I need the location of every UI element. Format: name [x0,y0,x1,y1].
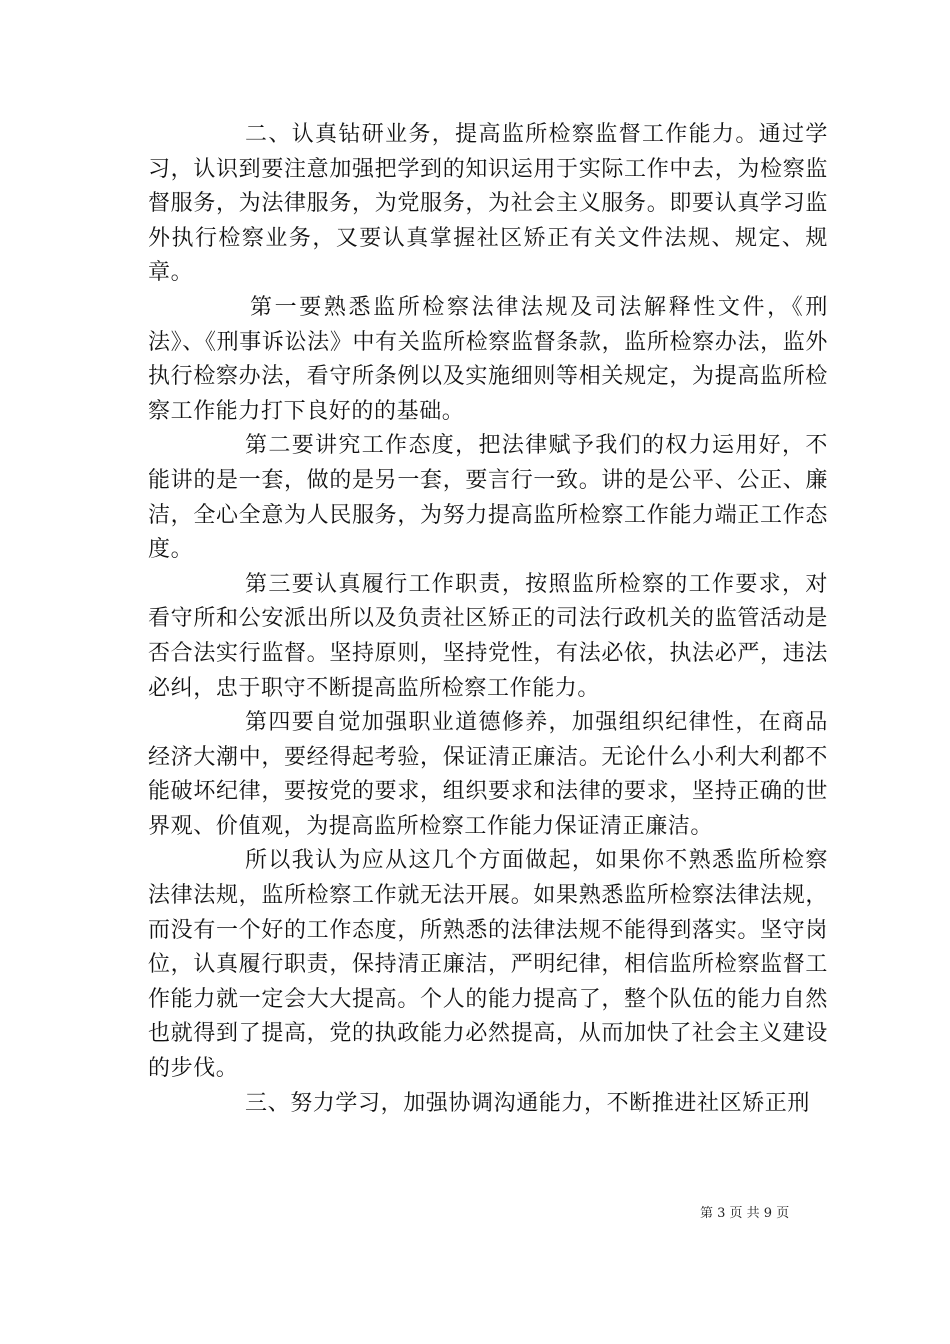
paragraph-conclusion: 所以我认为应从这几个方面做起，如果你不熟悉监所检察法律法规，监所检察工作就无法开展。如果熟悉监所检察法律法规，而没有一个好的工作态度，所熟悉的法律法规不能得到落实。坚守岗位，认真履行职责，保持清正廉洁，严明纪律，相信监所检察监督工作能力就一定会大大提高。个人的能力提高了，整个队伍的能力自然也就得到了提高，党的执政能力必然提高，从而加快了社会主义建设的步伐。 [148,848,828,1082]
paragraph-third-requirement: 第三要认真履行工作职责，按照监所检察的工作要求，对看守所和公安派出所以及负责社区矫正的司法行政机关的监管活动是否合法实行监督。坚持原则，坚持党性，有法必依，执法必严，违法必纠，忠于职守不断提高监所检察工作能力。 [148,571,828,701]
paragraph-first-requirement: 第一要熟悉监所检察法律法规及司法解释性文件，《刑法》、《刑事诉讼法》中有关监所检察监督条款，监所检察办法，监外执行检察办法，看守所条例以及实施细则等相关规定，为提高监所检察工作能力打下良好的的基础。 [148,294,828,424]
paragraph-section-three: 三、努力学习，加强协调沟通能力，不断推进社区矫正刑 [245,1090,811,1116]
page-number: 第 3 页 共 9 页 [700,1206,790,1221]
paragraph-fourth-requirement: 第四要自觉加强职业道德修养，加强组织纪律性，在商品经济大潮中，要经得起考验，保证清正廉洁。无论什么小利大利都不能破坏纪律，要按党的要求，组织要求和法律的要求，坚持正确的世界观、价值观，为提高监所检察工作能力保证清正廉洁。 [148,710,828,839]
document-body [148,118,828,1121]
paragraph-second-requirement: 第二要讲究工作态度，把法律赋予我们的权力运用好，不能讲的是一套，做的是另一套，要言行一致。讲的是公平、公正、廉洁，全心全意为人民服务，为努力提高监所检察工作能力端正工作态度。 [148,433,828,563]
paragraph-section-two: 二、认真钻研业务，提高监所检察监督工作能力。通过学习，认识到要注意加强把学到的知识运用于实际工作中去，为检察监督服务，为法律服务，为党服务，为社会主义服务。即要认真学习监外执行检察业务，又要认真掌握社区矫正有关文件法规、规定、规章。 [148,122,828,286]
